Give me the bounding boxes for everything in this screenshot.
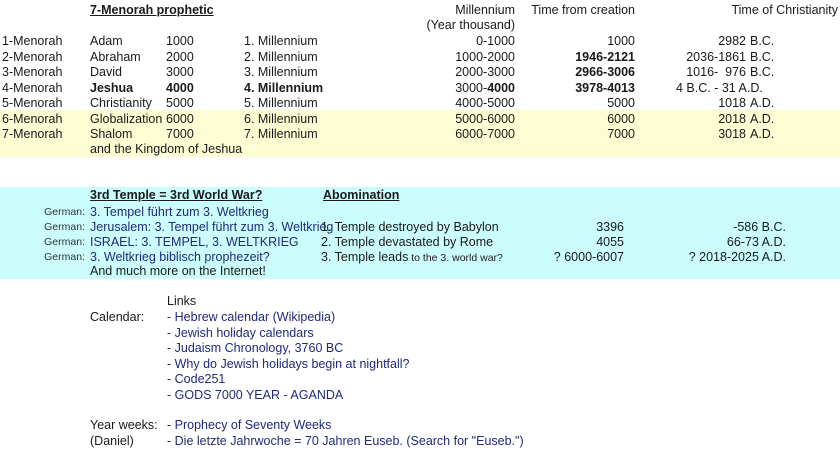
- year-cell: 7000: [166, 127, 194, 141]
- creation-cell: 1000: [607, 34, 635, 48]
- name-cell: Shalom: [90, 127, 133, 141]
- name-cell: Jeshua: [90, 80, 134, 95]
- menorah-cell: 2-Menorah: [2, 49, 63, 64]
- menorah-cell: 7-Menorah: [2, 127, 63, 141]
- christianity-cell: 4 B.C. - 31 A.D.: [676, 80, 763, 95]
- millennium-cell: 7. Millennium: [244, 127, 318, 141]
- menorah-cell: 4-Menorah: [2, 80, 63, 95]
- year-cell: 3000: [166, 65, 194, 79]
- header-millennium: Millennium: [455, 3, 515, 17]
- yearweeks-label: Year weeks:: [90, 418, 158, 432]
- creation-cell: 2966-3006: [575, 65, 635, 79]
- calendar-link[interactable]: - Hebrew calendar (Wikipedia): [167, 310, 336, 324]
- millennium-cell: 2. Millennium: [244, 49, 318, 64]
- name-cell: Adam: [90, 34, 123, 48]
- christianity-cell: 2036-1861: [686, 49, 746, 64]
- german-link[interactable]: 3. Weltkrieg biblisch prophezeit?: [90, 250, 270, 264]
- calendar-link[interactable]: - Judaism Chronology, 3760 BC: [167, 341, 344, 355]
- year-cell: 2000: [166, 49, 194, 64]
- millennium-cell: 6. Millennium: [244, 111, 318, 126]
- header-millennium-sub: (Year thousand): [426, 18, 515, 32]
- christianity-cell: 3018: [718, 127, 746, 141]
- creation-cell: 7000: [607, 127, 635, 141]
- event-date: 66-73 A.D.: [726, 235, 786, 249]
- range-end: 4000: [487, 80, 515, 95]
- menorah-footer: and the Kingdom of Jeshua: [90, 142, 243, 156]
- calendar-link[interactable]: - Code251: [167, 372, 226, 386]
- era-cell: A.D.: [750, 127, 775, 141]
- german-link[interactable]: 3. Tempel führt zum 3. Weltkrieg: [90, 205, 269, 219]
- event-label: 1. Temple destroyed by Babylon: [321, 220, 499, 234]
- menorah-cell: 6-Menorah: [2, 111, 63, 126]
- calendar-link[interactable]: - Why do Jewish holidays begin at nightfall?: [167, 356, 410, 371]
- german-link[interactable]: Jerusalem: 3. Tempel führt zum 3. Weltkrieg: [90, 220, 334, 234]
- event-label-small: to the 3. world war?: [408, 252, 503, 264]
- name-cell: Abraham: [90, 49, 141, 64]
- event-label-main: 3. Temple leads: [321, 250, 409, 264]
- temple-title: 3rd Temple = 3rd World War?: [90, 188, 263, 202]
- millennium-cell: 3. Millennium: [244, 65, 318, 79]
- range-start: 3000-: [455, 80, 488, 95]
- abomination-title: Abomination: [323, 188, 400, 202]
- millennium-cell: 1. Millennium: [244, 34, 318, 48]
- range-cell: 1000-2000: [455, 49, 515, 64]
- event-date: ? 2018-2025 A.D.: [688, 250, 786, 264]
- event-label: 2. Temple devastated by Rome: [321, 235, 494, 249]
- event-label: [321, 250, 503, 266]
- german-label: German:: [44, 251, 85, 263]
- menorah-cell: 5-Menorah: [2, 96, 63, 110]
- range-cell: 0-1000: [476, 34, 515, 48]
- event-date: -586 B.C.: [733, 220, 786, 234]
- year-cell: 5000: [166, 96, 194, 110]
- event-year: ? 6000-6007: [553, 250, 624, 264]
- links-heading: Links: [167, 294, 197, 308]
- daniel-label: (Daniel): [90, 433, 134, 448]
- christianity-cell: 1018: [718, 96, 746, 110]
- header-christianity: Time of Christianity: [731, 3, 838, 17]
- christianity-cell: 1016- 976: [686, 65, 746, 79]
- event-year: 3396: [596, 220, 624, 234]
- creation-cell: 1946-2121: [575, 49, 635, 64]
- era-cell: B.C.: [750, 49, 775, 64]
- range-cell: 5000-6000: [455, 111, 515, 126]
- millennium-cell: 5. Millennium: [244, 96, 318, 110]
- era-cell: B.C.: [750, 65, 775, 79]
- range-cell: 6000-7000: [455, 127, 515, 141]
- event-year: 4055: [596, 235, 624, 249]
- range-cell: [400, 81, 515, 96]
- calendar-label: Calendar:: [90, 310, 145, 324]
- range-cell: 2000-3000: [455, 65, 515, 79]
- christianity-cell: 2018: [718, 111, 746, 126]
- more-on-internet: And much more on the Internet!: [90, 264, 266, 278]
- german-label: German:: [44, 236, 85, 248]
- calendar-link[interactable]: - GODS 7000 YEAR - AGANDA: [167, 387, 344, 402]
- german-label: German:: [44, 221, 85, 233]
- menorah-cell: 3-Menorah: [2, 65, 63, 79]
- era-cell: B.C.: [750, 34, 775, 48]
- creation-cell: 5000: [607, 96, 635, 110]
- range-cell: 4000-5000: [455, 96, 515, 110]
- millennium-cell: 4. Millennium: [244, 80, 324, 95]
- name-cell: Christianity: [90, 96, 152, 110]
- creation-cell: 3978-4013: [575, 80, 635, 95]
- calendar-link[interactable]: - Jewish holiday calendars: [167, 325, 314, 340]
- menorah-cell: 1-Menorah: [2, 34, 63, 48]
- year-cell: 6000: [166, 111, 194, 126]
- creation-cell: 6000: [607, 111, 635, 126]
- christianity-cell: 2982: [718, 34, 746, 48]
- yearweeks-link[interactable]: - Die letzte Jahrwoche = 70 Jahren Euseb. (Search for "Euseb."): [167, 433, 524, 448]
- name-cell: David: [90, 65, 122, 79]
- name-cell: Globalization: [90, 111, 163, 126]
- german-link[interactable]: ISRAEL: 3. TEMPEL, 3. WELTKRIEG: [90, 235, 299, 249]
- german-label: German:: [44, 206, 85, 218]
- year-cell: 4000: [166, 80, 194, 95]
- era-cell: A.D.: [750, 96, 775, 110]
- yearweeks-link[interactable]: - Prophecy of Seventy Weeks: [167, 418, 332, 432]
- era-cell: A.D.: [750, 111, 775, 126]
- menorah-title: 7-Menorah prophetic: [90, 3, 214, 17]
- year-cell: 1000: [166, 34, 194, 48]
- header-creation: Time from creation: [531, 3, 635, 17]
